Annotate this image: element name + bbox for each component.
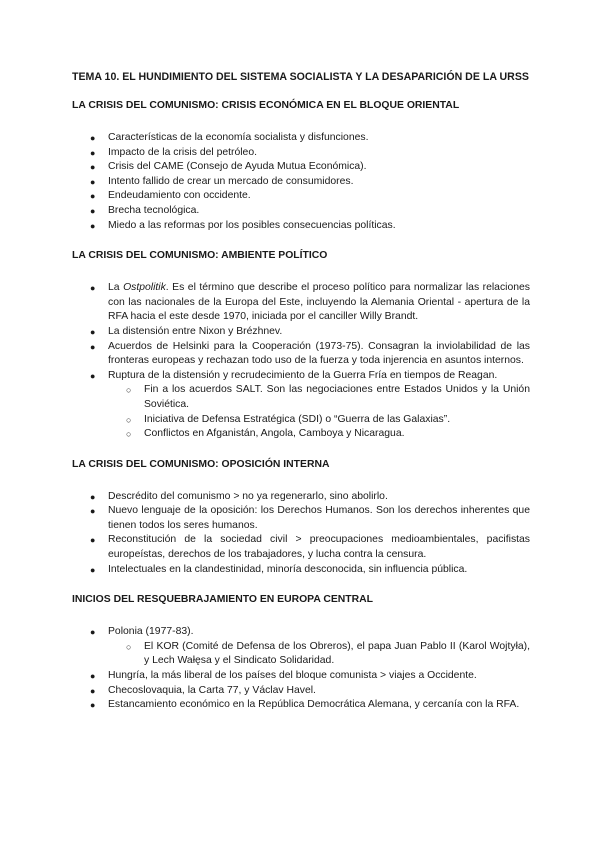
list-item: ● Impacto de la crisis del petróleo.: [72, 146, 530, 161]
sub-list: [108, 383, 530, 441]
section-heading-internal-opposition: LA CRISIS DEL COMUNISMO: OPOSICIÓN INTERNA: [72, 458, 330, 470]
list-item: ● Nuevo lenguaje de la oposición: los Derechos Humanos. Son los derechos inherentes que tienen todos los seres humanos.: [90, 505, 530, 531]
bullet-icon: ●: [90, 671, 96, 682]
sub-list-item: ○ El KOR (Comité de Defensa de los Obreros), el papa Juan Pablo II (Karol Wojtyła), y Lech Wałęsa y el Sindicato Solidaridad.: [126, 640, 530, 667]
section-heading-economic-crisis: LA CRISIS DEL COMUNISMO: CRISIS ECONÓMICA EN EL BLOQUE ORIENTAL: [72, 100, 460, 111]
list-item: ● Miedo a las reformas por los posibles consecuencias políticas.: [72, 219, 530, 234]
section-heading-central-europe: INICIOS DEL RESQUEBRAJAMIENTO EN EUROPA CENTRAL: [72, 594, 373, 606]
circle-bullet-icon: ○: [126, 429, 132, 440]
bullet-icon: ●: [90, 564, 96, 575]
bullet-list-political-climate: [72, 281, 530, 442]
bullet-icon: ●: [90, 506, 96, 517]
document-title: TEMA 10. EL HUNDIMIENTO DEL SISTEMA SOCIALISTA Y LA DESAPARICIÓN DE LA URSS: [72, 71, 529, 83]
sub-list-item: ○ Fin a los acuerdos SALT. Son las negociaciones entre Estados Unidos y la Unión Soviética.: [126, 384, 530, 410]
list-item: ● Intelectuales en la clandestinidad, minoría desconocida, sin influencia pública.: [72, 563, 530, 578]
list-item: ● La distensión entre Nixon y Brézhnev.: [72, 325, 530, 340]
sub-list-item: ○ Iniciativa de Defensa Estratégica (SDI) o “Guerra de las Galaxias”.: [108, 413, 530, 428]
bullet-icon: ●: [90, 176, 96, 187]
list-item: ● Descrédito del comunismo > no ya regenerarlo, sino abolirlo.: [72, 490, 530, 505]
section-heading-political-climate: LA CRISIS DEL COMUNISMO: AMBIENTE POLÍTICO: [72, 250, 328, 262]
bullet-icon: ●: [90, 283, 96, 294]
circle-bullet-icon: ○: [126, 641, 132, 652]
bullet-icon: ●: [90, 326, 96, 337]
bullet-icon: ●: [90, 700, 96, 711]
list-item: ● Crisis del CAME (Consejo de Ayuda Mutua Económica).: [72, 160, 530, 175]
bullet-icon: ●: [90, 147, 96, 158]
sub-list: [108, 640, 530, 669]
list-item: ● Acuerdos de Helsinki para la Cooperación (1973-75). Consagran la inviolabilidad de las fronteras europeas y rechazan todo uso de la fuerza y toda injerencia en asuntos internos.: [90, 340, 530, 367]
circle-bullet-icon: ○: [126, 414, 132, 425]
bullet-icon: ●: [90, 341, 96, 352]
circle-bullet-icon: ○: [126, 385, 132, 396]
bullet-icon: ●: [90, 491, 96, 502]
bullet-icon: ●: [90, 370, 96, 381]
bullet-icon: ●: [90, 133, 96, 143]
list-item: ● Hungría, la más liberal de los países del bloque comunista > viajes a Occidente.: [72, 669, 530, 684]
bullet-icon: ●: [90, 205, 96, 216]
list-item: ● Intento fallido de crear un mercado de consumidores.: [72, 175, 530, 190]
bullet-icon: ●: [90, 191, 96, 202]
list-item: ● Polonia (1977-83). ○ El KOR (Comité de Defensa de los Obreros), el papa Juan Pablo II (Karol Wojtyła), y Lech Wałęsa y el Sindicato Solidaridad.: [72, 625, 530, 669]
list-item: ● Brecha tecnológica.: [72, 204, 530, 219]
bullet-icon: ●: [90, 162, 96, 173]
bullet-list-central-europe: [72, 625, 530, 713]
list-item: ● Estancamiento económico en la República Democrática Alemana, y cercanía con la RFA.: [72, 698, 530, 713]
bullet-icon: ●: [90, 627, 96, 638]
bullet-icon: ●: [90, 685, 96, 696]
bullet-icon: ●: [90, 220, 96, 231]
bullet-list-economic-crisis: [72, 131, 530, 233]
bullet-icon: ●: [90, 535, 96, 546]
list-item: ● Ruptura de la distensión y recrudecimiento de la Guerra Fría en tiempos de Reagan. ○ Fin a los acuerdos SALT. Son las negociaciones entre Estados Unidos y la Unión Soviética. ○ Iniciativa de Defensa Estratégica (SDI) o “Guerra de las Galaxias”. ○ Conflictos en Afganistán, Angola, Camboya y Nicaragua.: [72, 369, 530, 442]
bullet-list-internal-opposition: [72, 490, 530, 578]
list-item: ● La Ostpolitik. Es el término que describe el proceso político para normalizar las relaciones con las nacionales de la Europa del Este, incluyendo la Alemania Oriental - apertura de la RFA hacia el este desde 1970, iniciada por el canciller Willy Brandt.: [90, 282, 530, 323]
list-item: ● Endeudamiento con occidente.: [72, 189, 530, 204]
sub-list-item: ○ Conflictos en Afganistán, Angola, Camboya y Nicaragua.: [108, 427, 530, 442]
list-item: ● Checoslovaquia, la Carta 77, y Václav Havel.: [72, 684, 530, 699]
list-item: ● Características de la economía socialista y disfunciones.: [72, 131, 530, 146]
list-item: ● Reconstitución de la sociedad civil > preocupaciones medioambientales, pacifistas europeístas, derechos de los trabajadores, y lucha contra la censura.: [90, 534, 530, 561]
